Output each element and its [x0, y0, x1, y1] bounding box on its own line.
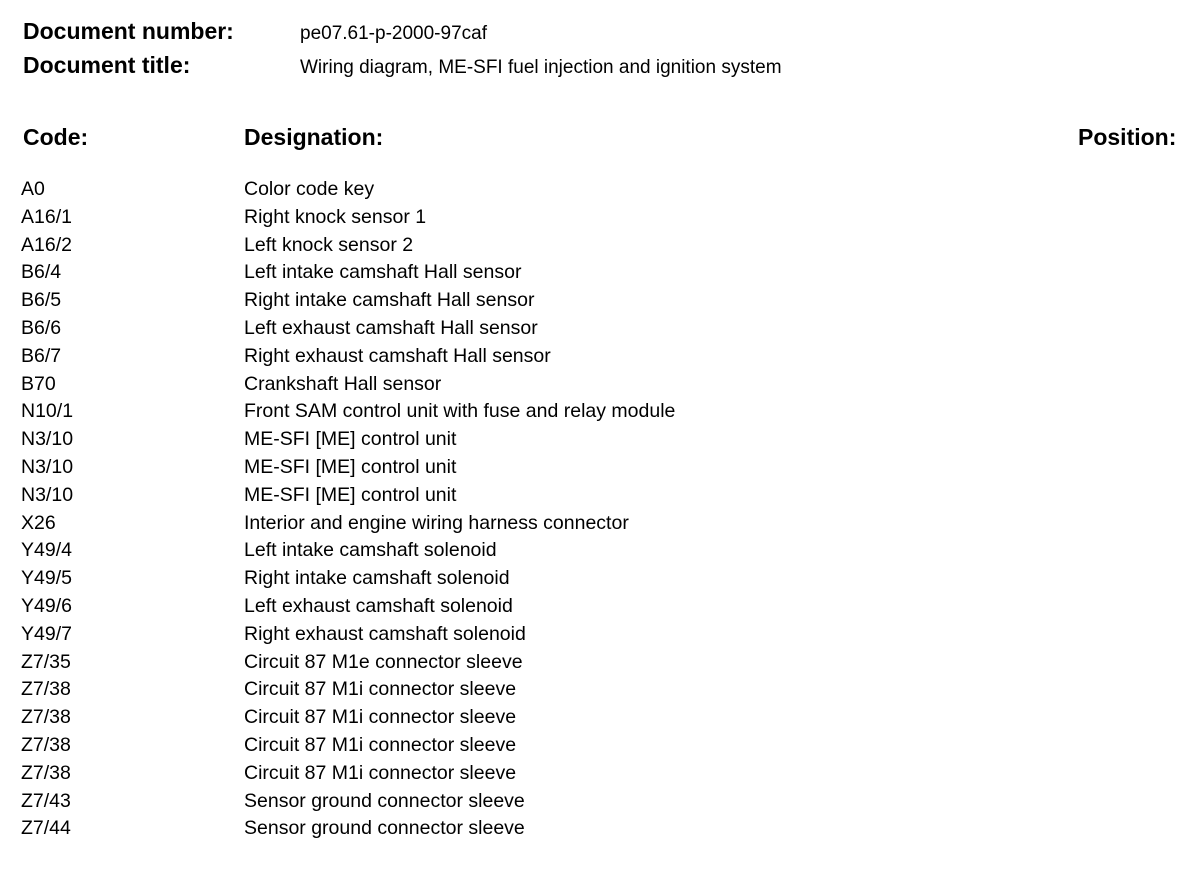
table-row — [0, 649, 1202, 677]
table-row — [0, 454, 1202, 482]
component-code: B6/6 — [21, 316, 62, 339]
component-code: A16/2 — [21, 233, 72, 256]
document-number-value: pe07.61-p-2000-97caf — [300, 23, 487, 44]
component-designation: Left intake camshaft Hall sensor — [244, 261, 522, 284]
table-row — [0, 537, 1202, 565]
table-row — [0, 704, 1202, 732]
table-row — [0, 760, 1202, 788]
document-title-row — [23, 52, 782, 82]
component-code: X26 — [21, 511, 56, 534]
component-code: Y49/4 — [21, 539, 72, 562]
component-code: Z7/35 — [21, 650, 71, 673]
table-row — [0, 343, 1202, 371]
component-designation: ME-SFI [ME] control unit — [244, 428, 457, 451]
component-designation: Left exhaust camshaft solenoid — [244, 594, 513, 617]
component-code: N3/10 — [21, 483, 74, 506]
component-table-body — [0, 176, 1202, 843]
component-designation: Right intake camshaft Hall sensor — [244, 289, 535, 312]
component-designation: Right knock sensor 1 — [244, 205, 427, 228]
component-designation: Right intake camshaft solenoid — [244, 567, 510, 590]
component-designation: Circuit 87 M1i connector sleeve — [244, 706, 517, 729]
component-designation: Circuit 87 M1e connector sleeve — [244, 650, 523, 673]
table-row — [0, 176, 1202, 204]
component-code: Y49/5 — [21, 567, 72, 590]
component-designation: ME-SFI [ME] control unit — [244, 483, 457, 506]
table-row — [0, 676, 1202, 704]
component-designation: Left intake camshaft solenoid — [244, 539, 497, 562]
table-row — [0, 621, 1202, 649]
table-row — [0, 259, 1202, 287]
component-code: N3/10 — [21, 455, 74, 478]
component-code: Z7/44 — [21, 817, 71, 840]
document-title-value: Wiring diagram, ME-SFI fuel injection and ignition system — [300, 57, 782, 78]
table-row — [0, 593, 1202, 621]
component-code: Z7/38 — [21, 678, 71, 701]
component-code: A16/1 — [21, 205, 72, 228]
table-row — [0, 732, 1202, 760]
component-code: Y49/6 — [21, 594, 72, 617]
component-designation: Right exhaust camshaft Hall sensor — [244, 344, 551, 367]
component-code: Z7/38 — [21, 761, 71, 784]
component-designation: Right exhaust camshaft solenoid — [244, 622, 526, 645]
table-row — [0, 232, 1202, 260]
component-designation: Interior and engine wiring harness connector — [244, 511, 629, 534]
table-row — [0, 287, 1202, 315]
component-code: N3/10 — [21, 428, 74, 451]
component-code: Z7/38 — [21, 733, 71, 756]
component-designation: Circuit 87 M1i connector sleeve — [244, 678, 517, 701]
table-row — [0, 815, 1202, 843]
component-code: B6/7 — [21, 344, 62, 367]
designation-column-header: Designation: — [244, 124, 384, 150]
component-designation: Crankshaft Hall sensor — [244, 372, 442, 395]
document-title-label: Document title: — [23, 52, 191, 78]
table-row — [0, 788, 1202, 816]
component-code: B70 — [21, 372, 56, 395]
component-code: Y49/7 — [21, 622, 72, 645]
component-code: A0 — [21, 178, 45, 200]
component-code: B6/5 — [21, 289, 62, 312]
component-designation: Front SAM control unit with fuse and relay module — [244, 400, 676, 423]
component-designation: Sensor ground connector sleeve — [244, 817, 525, 840]
document-number-label: Document number: — [23, 18, 234, 44]
component-code: B6/4 — [21, 261, 62, 284]
component-designation: Left knock sensor 2 — [244, 233, 414, 256]
table-row — [0, 315, 1202, 343]
component-designation: Sensor ground connector sleeve — [244, 789, 525, 812]
table-row — [0, 398, 1202, 426]
table-row — [0, 510, 1202, 538]
component-designation: Circuit 87 M1i connector sleeve — [244, 733, 517, 756]
table-row — [0, 426, 1202, 454]
position-column-header: Position: — [1078, 124, 1177, 150]
component-code: Z7/43 — [21, 789, 71, 812]
table-row — [0, 204, 1202, 232]
component-designation: Left exhaust camshaft Hall sensor — [244, 316, 538, 339]
table-row — [0, 565, 1202, 593]
table-row — [0, 482, 1202, 510]
code-column-header: Code: — [23, 124, 89, 150]
table-row — [0, 371, 1202, 399]
component-designation: Color code key — [244, 178, 375, 200]
component-code: Z7/38 — [21, 706, 71, 729]
document-number-row — [23, 18, 487, 48]
component-designation: Circuit 87 M1i connector sleeve — [244, 761, 517, 784]
component-code: N10/1 — [21, 400, 74, 423]
component-designation: ME-SFI [ME] control unit — [244, 455, 457, 478]
